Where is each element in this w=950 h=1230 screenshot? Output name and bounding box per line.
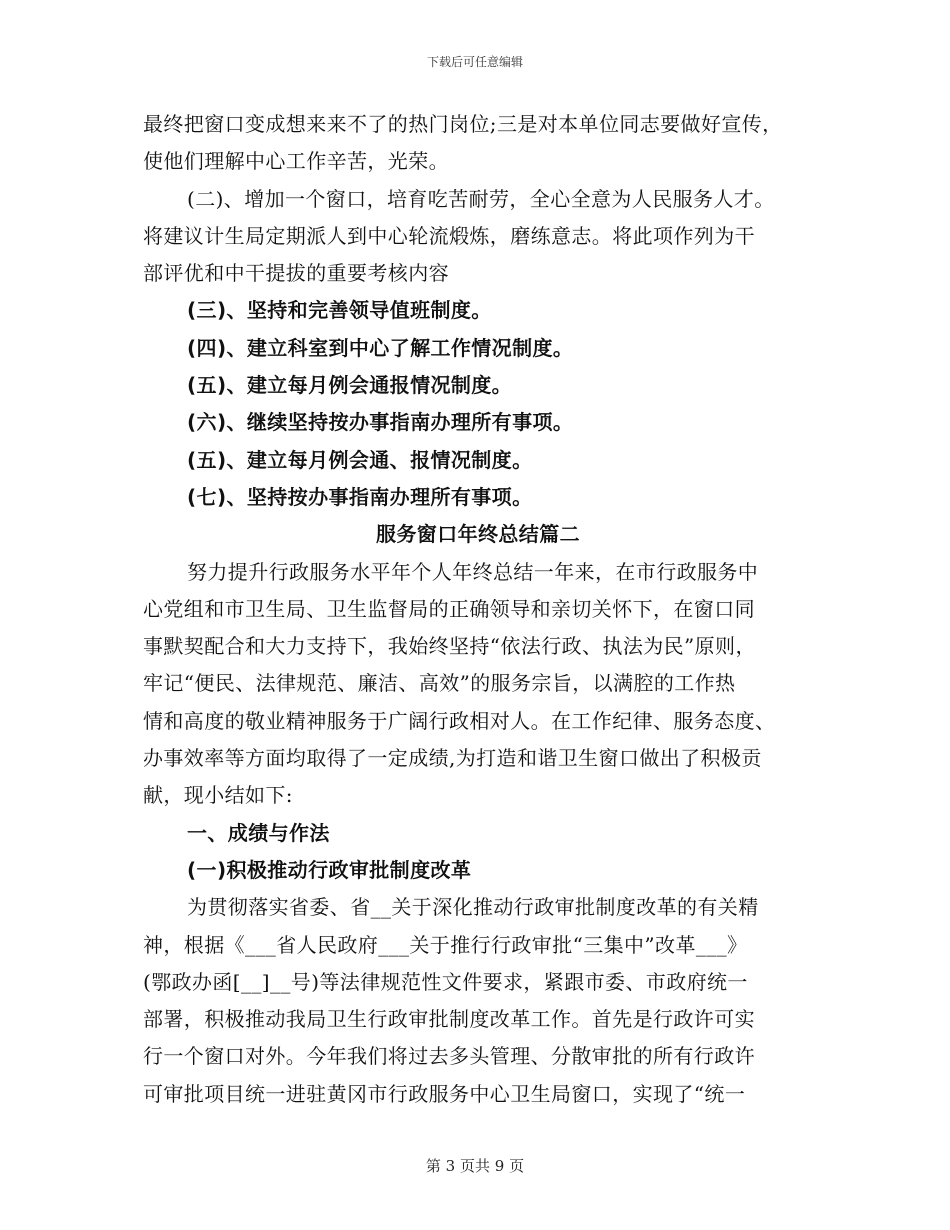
list-heading: (四)、建立科室到中心了解工作情况制度。: [187, 335, 574, 360]
subsection-heading: 一、成绩与作法: [187, 820, 330, 845]
body-line: 可审批项目统一进驻黄冈市行政服务中心卫生局窗口，实现了“统一: [143, 1081, 746, 1106]
body-line: 献，现小结如下:: [143, 783, 293, 808]
body-line: 部评优和中干提拔的重要考核内容: [143, 261, 449, 286]
page-footer: 第 3 页共 9 页: [425, 1157, 525, 1175]
document-body: [143, 106, 813, 1113]
list-heading: (六)、继续坚持按办事指南办理所有事项。: [187, 410, 574, 435]
body-line: (鄂政办函[__]__号)等法律规范性文件要求，紧跟市委、市政府统一: [143, 969, 748, 994]
list-heading: (三)、坚持和完善领导值班制度。: [187, 298, 492, 323]
body-line: 行一个窗口对外。今年我们将过去多头管理、分散审批的所有行政许: [143, 1044, 755, 1069]
list-heading: (七)、坚持按办事指南办理所有事项。: [187, 484, 533, 509]
body-line: 努力提升行政服务水平年个人年终总结一年来，在市行政服务中: [187, 559, 759, 584]
body-line: 办事效率等方面均取得了一定成绩,为打造和谐卫生窗口做出了积极贡: [143, 746, 762, 771]
body-line: 心党组和市卫生局、卫生监督局的正确领导和亲切关怀下，在窗口同: [143, 596, 755, 621]
list-heading: (五)、建立每月例会通、报情况制度。: [187, 447, 533, 472]
body-line: 最终把窗口变成想来来不了的热门岗位;三是对本单位同志要做好宣传，: [143, 112, 783, 136]
body-line: 部署，积极推动我局卫生行政审批制度改革工作。首先是行政许可实: [143, 1007, 755, 1032]
body-line: 使他们理解中心工作辛苦，光荣。: [143, 149, 449, 174]
page-header: 下载后可任意编辑: [426, 55, 523, 69]
body-line: 事默契配合和大力支持下，我始终坚持“依法行政、执法为民”原则，: [143, 634, 756, 659]
body-line: (二)、增加一个窗口，培育吃苦耐劳，全心全意为人民服务人才。: [187, 186, 775, 211]
section-title: 服务窗口年终总结篇二: [376, 522, 580, 547]
list-heading: (五)、建立每月例会通报情况制度。: [187, 373, 513, 398]
subsection-heading: (一)积极推动行政审批制度改革: [187, 857, 472, 882]
body-line: 为贯彻落实省委、省__关于深化推动行政审批制度改革的有关精: [187, 895, 759, 920]
body-line: 神，根据《___省人民政府___关于推行行政审批“三集中”改革___》: [143, 932, 748, 957]
body-line: 牢记“便民、法律规范、廉洁、高效”的服务宗旨，以满腔的工作热: [143, 671, 736, 696]
body-line: 将建议计生局定期派人到中心轮流煅炼，磨练意志。将此项作列为干: [143, 223, 755, 248]
body-line: 情和高度的敬业精神服务于广阔行政相对人。在工作纪律、服务态度、: [143, 708, 776, 733]
